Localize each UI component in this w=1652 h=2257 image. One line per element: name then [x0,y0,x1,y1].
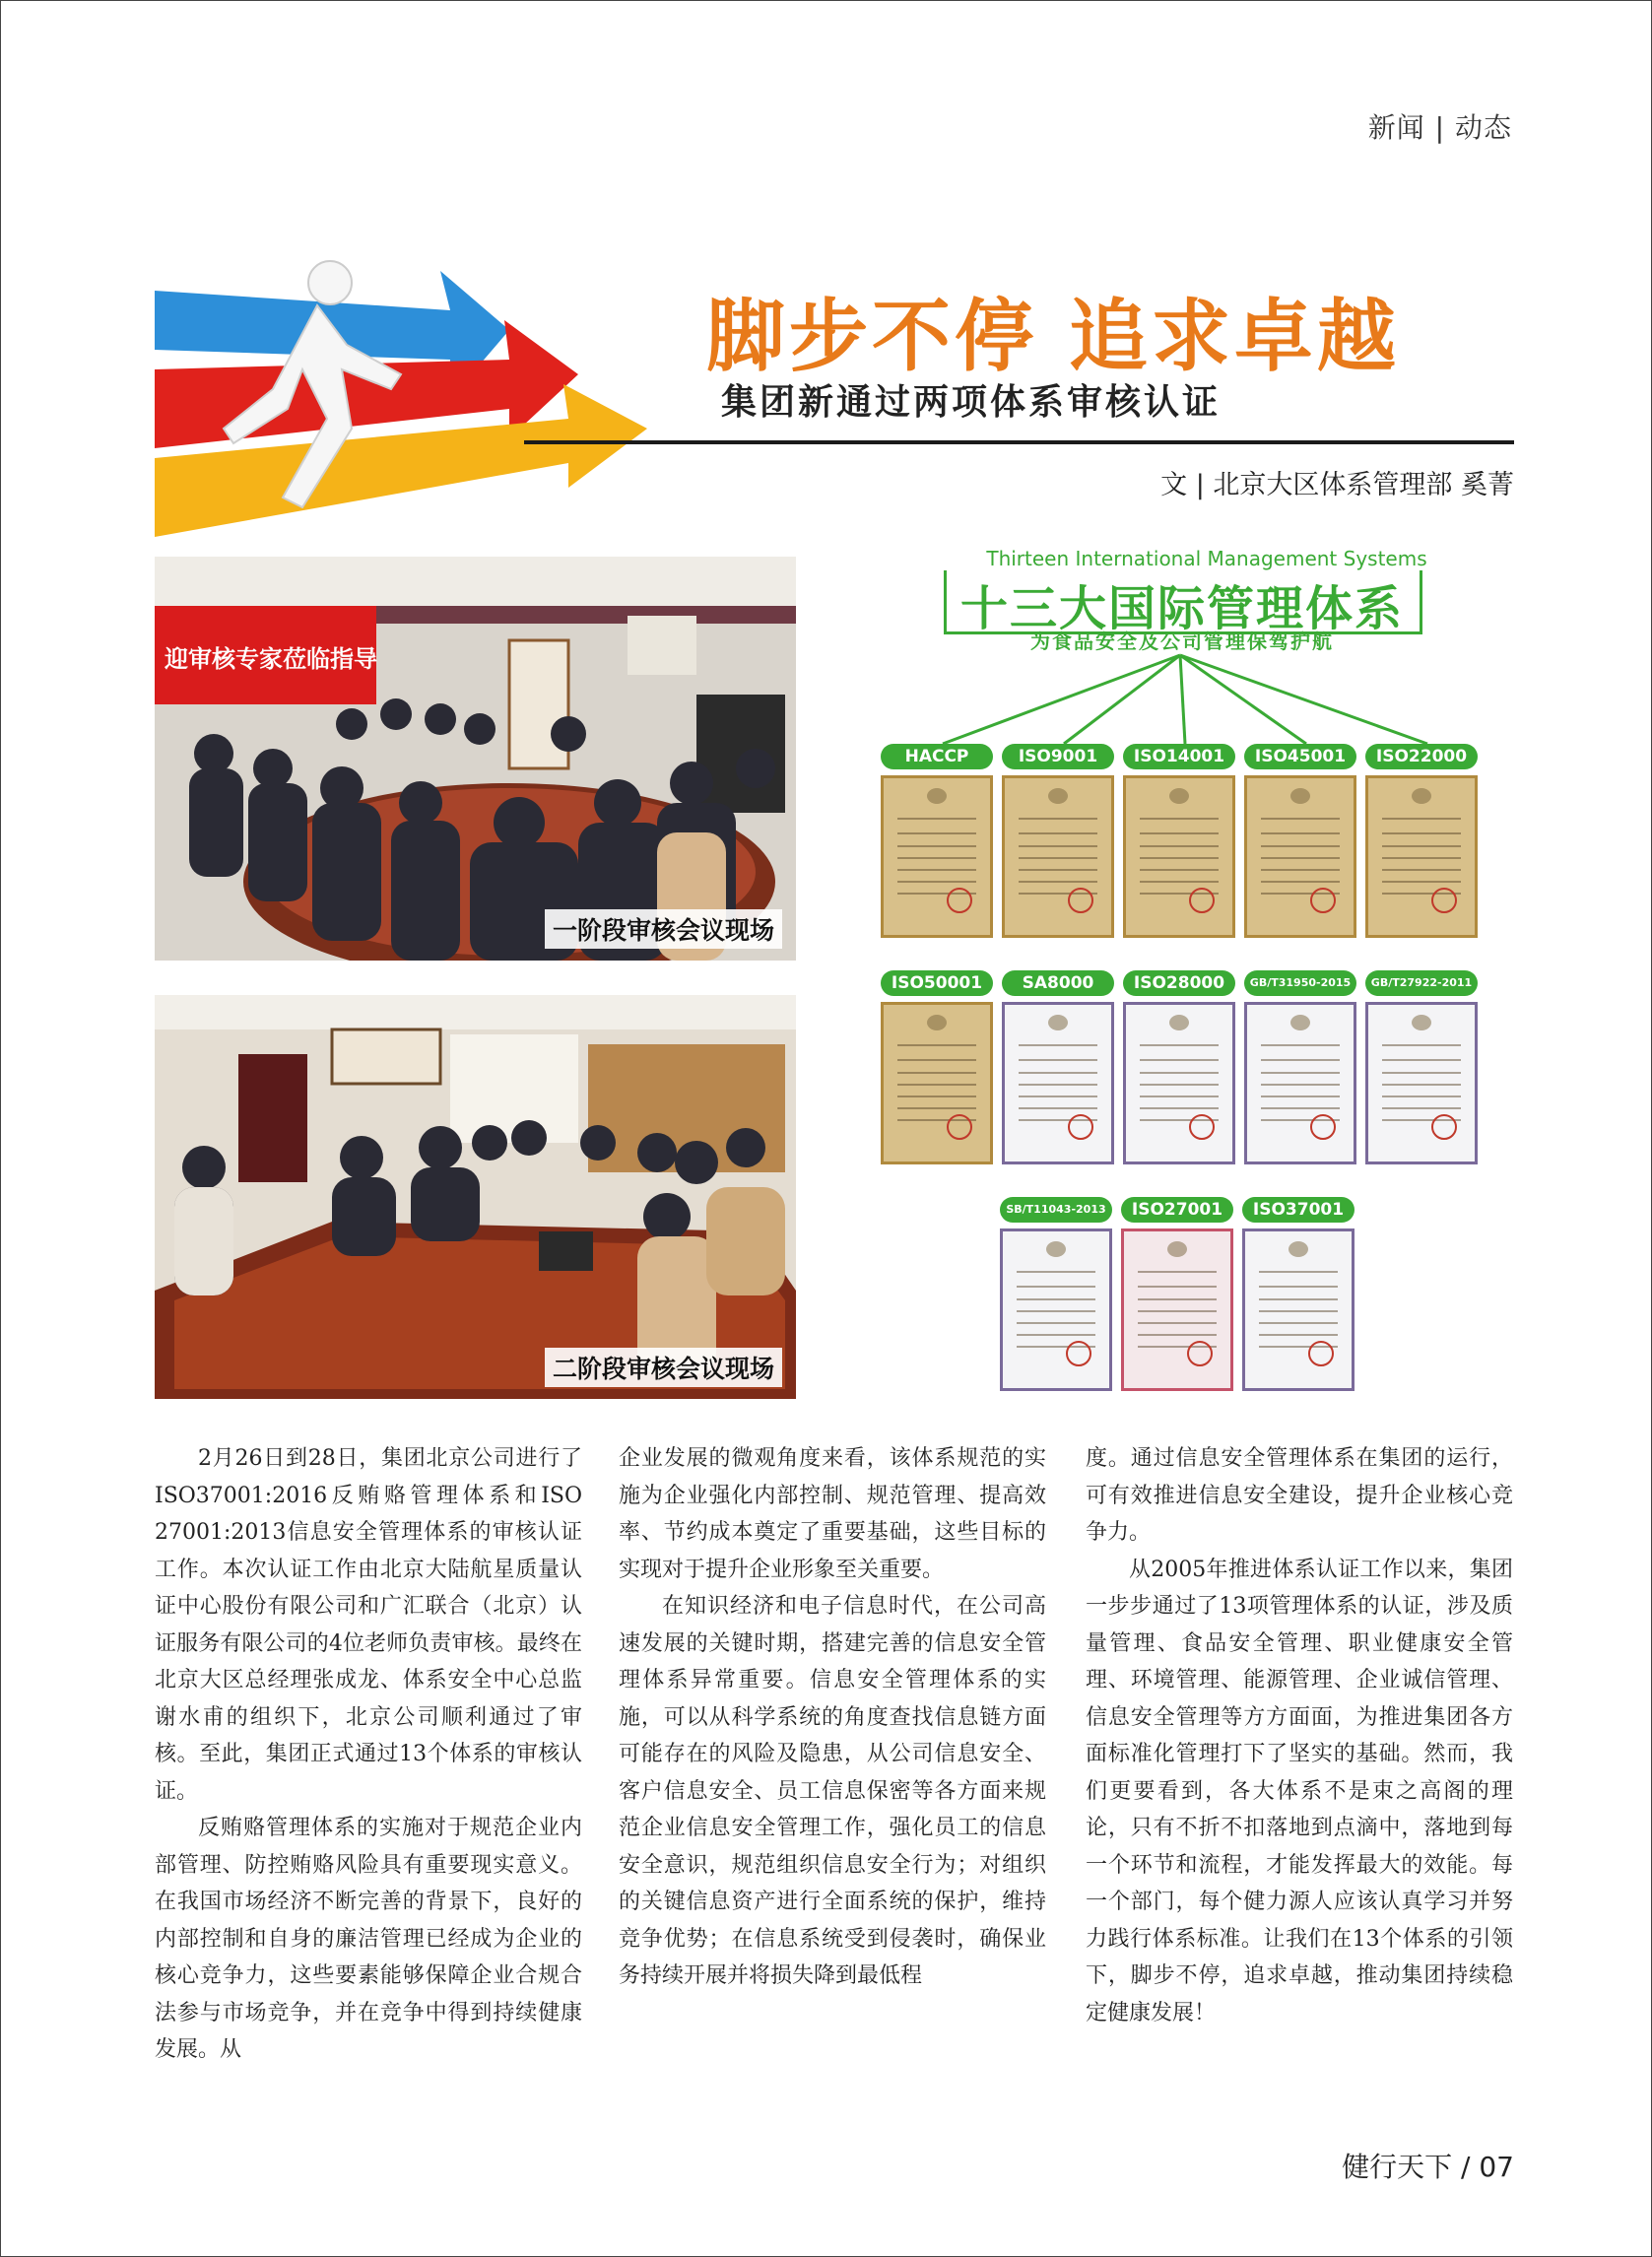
certificate-text-line [1019,869,1097,871]
paragraph: 反贿赂管理体系的实施对于规范企业内部管理、防控贿赂风险具有重要现实意义。在我国市场经济不断完善的背景下，良好的内部控制和自身的廉洁管理已经成为企业的核心竞争力，这些要素能够保障企业合规合法参与市场竞争，并在竞争中得到持续健康发展。从 [155,1816,582,2062]
certificate-iso50001 [881,970,993,1164]
certificate-text-line [1382,1095,1461,1097]
certificate-text-line [897,857,976,859]
certificate-text-line [1017,1322,1095,1324]
certificate-text-line [1019,881,1097,883]
certificate-text-line [1019,845,1097,847]
certificate-text-line [1017,1286,1095,1288]
certificate-label: SB/T11043-2013 [1000,1197,1112,1223]
certificate-text-line [1382,845,1461,847]
certificate-sa8000 [1002,970,1114,1164]
certificate-document [1002,775,1114,938]
certificate-text-line [1261,1107,1340,1109]
certificate-text-line [897,1084,976,1086]
certificate-text-line [1261,869,1340,871]
certificate-label: ISO28000 [1123,970,1235,996]
certificate-emblem-icon [1412,788,1431,804]
certificate-emblem-icon [1169,1015,1189,1030]
certificate-text-line [1259,1310,1338,1312]
paragraph: 度。通过信息安全管理体系在集团的运行，可有效推进信息安全建设，提升企业核心竞争力。 [1086,1446,1513,1545]
meeting-photo-illustration [155,557,796,961]
running-man-arrows-graphic [155,251,667,537]
certificate-seal-icon [947,888,972,913]
certificate-iso37001 [1242,1197,1355,1391]
certificate-text-line [1259,1322,1338,1324]
certificate-text-line [1140,1059,1219,1061]
certificate-seal-icon [1431,888,1457,913]
certificate-text-line [1140,832,1219,834]
certificate-iso28000 [1123,970,1235,1164]
certificate-text-line [897,1107,976,1109]
certificate-text-line [1017,1334,1095,1336]
certificate-document [1244,1002,1356,1164]
certificate-text-line [1140,818,1219,820]
certificate-label: ISO27001 [1121,1197,1233,1223]
article-subtitle: 集团新通过两项体系审核认证 [721,382,1222,423]
certificate-text-line [897,1044,976,1046]
certificate-text-line [1261,1059,1340,1061]
certificate-text-line [1019,818,1097,820]
certificate-text-line [1140,1084,1219,1086]
certificate-text-line [1382,857,1461,859]
certificate-emblem-icon [1290,788,1310,804]
paragraph: 企业发展的微观角度来看，该体系规范的实施为企业强化内部控制、规范管理、提高效率、节约成本奠定了重要基础，这些目标的实现对于提升企业形象至关重要。 [619,1446,1046,1582]
certificate-seal-icon [1310,1114,1336,1140]
certificate-iso45001 [1244,744,1356,938]
certificate-text-line [1138,1322,1217,1324]
certificate-text-line [1138,1286,1217,1288]
certificate-document [1123,1002,1235,1164]
certificate-label: HACCP [881,744,993,769]
certificate-iso27001 [1121,1197,1233,1391]
certificate-seal-icon [1310,888,1336,913]
certificate-text-line [897,818,976,820]
certificate-gb-t27922-2011 [1365,970,1478,1164]
systems-subtitle: 为食品安全及公司管理保驾护航 [1030,630,1334,653]
certificate-text-line [1140,857,1219,859]
certificate-text-line [1382,881,1461,883]
certificate-text-line [1019,1044,1097,1046]
certificate-text-line [1140,1095,1219,1097]
article-column-3 [1086,1440,1513,2031]
certificate-text-line [1261,857,1340,859]
certificate-text-line [1382,1107,1461,1109]
management-systems-infographic [877,547,1487,1404]
certificate-seal-icon [1068,1114,1093,1140]
certificate-seal-icon [947,1114,972,1140]
certificate-text-line [1019,1107,1097,1109]
certificate-text-line [1140,1107,1219,1109]
article-column-2 [619,1440,1046,1995]
certificate-text-line [1382,1072,1461,1074]
certificate-emblem-icon [1290,1015,1310,1030]
meeting-photo-illustration [155,995,796,1399]
certificate-emblem-icon [927,1015,947,1030]
photo-caption: 一阶段审核会议现场 [545,909,782,949]
certificate-label: SA8000 [1002,970,1114,996]
certificate-text-line [1019,857,1097,859]
certificate-document [1244,775,1356,938]
certificate-text-line [1382,1044,1461,1046]
certificate-text-line [897,845,976,847]
certificate-label: GB/T31950-2015 [1244,970,1356,996]
certificate-seal-icon [1068,888,1093,913]
certificate-text-line [1382,832,1461,834]
certificate-iso22000 [1365,744,1478,938]
certificate-label: ISO22000 [1365,744,1478,769]
certificate-text-line [1261,845,1340,847]
paragraph: 2月26日到28日，集团北京公司进行了ISO37001:2016反贿赂管理体系和ISO 27001:2013信息安全管理体系的审核认证工作。本次认证工作由北京大陆航星质量认证中心股份有限公司和广汇联合（北京）认证服务有限公司的4位老师负责审核。最终在北京大区总经理张成龙、体系安全中心总监谢水甫的组织下，北京公司顺利通过了审核。至此，集团正式通过13个体系的审核认证。 [155,1446,582,1804]
certificate-text-line [1019,1072,1097,1074]
certificate-seal-icon [1431,1114,1457,1140]
certificate-label: ISO37001 [1242,1197,1355,1223]
certificate-seal-icon [1189,888,1215,913]
certificate-gb-t31950-2015 [1244,970,1356,1164]
certificate-seal-icon [1308,1341,1334,1366]
certificate-text-line [1259,1334,1338,1336]
certificate-text-line [1382,1059,1461,1061]
certificate-label: ISO14001 [1123,744,1235,769]
certificate-label: ISO50001 [881,970,993,996]
certificate-text-line [1017,1298,1095,1300]
certificate-emblem-icon [1046,1241,1066,1257]
certificate-text-line [1259,1286,1338,1288]
certificate-text-line [1261,818,1340,820]
certificate-text-line [1138,1298,1217,1300]
certificate-text-line [1019,1084,1097,1086]
certificate-seal-icon [1066,1341,1091,1366]
certificate-text-line [1382,818,1461,820]
certificate-seal-icon [1189,1114,1215,1140]
certificate-document [1242,1228,1355,1391]
certificate-text-line [1019,1095,1097,1097]
certificate-label: GB/T27922-2011 [1365,970,1478,996]
certificate-text-line [1019,832,1097,834]
paragraph: 在知识经济和电子信息时代，在公司高速发展的关键时期，搭建完善的信息安全管理体系异常重要。信息安全管理体系的实施，可以从科学系统的角度查找信息链方面可能存在的风险及隐患，从公司信息安全、客户信息安全、员工信息保密等各方面来规范企业信息安全管理工作，强化员工的信息安全意识，规范组织信息安全行为；对组织的关键信息资产进行全面系统的保护，维持竞争优势；在信息系统受到侵袭时，确保业务持续开展并将损失降到最低程 [619,1594,1046,1988]
certificate-emblem-icon [1289,1241,1308,1257]
certificate-sb-t11043-2013 [1000,1197,1112,1391]
certificate-text-line [1261,1044,1340,1046]
certificate-text-line [1138,1271,1217,1273]
certificate-document [1123,775,1235,938]
certificate-emblem-icon [927,788,947,804]
byline: 文 | 北京大区体系管理部 奚菁 [1160,470,1514,500]
certificate-text-line [1259,1298,1338,1300]
certificate-document [881,1002,993,1164]
certificate-document [881,775,993,938]
certificate-document [1002,1002,1114,1164]
photo-caption: 二阶段审核会议现场 [545,1348,782,1387]
certificate-document [1365,775,1478,938]
certificate-text-line [1382,1084,1461,1086]
paragraph: 从2005年推进体系认证工作以来，集团一步步通过了13项管理体系的认证，涉及质量管理、食品安全管理、职业健康安全管理、环境管理、能源管理、企业诚信管理、信息安全管理等方方面面，为推进集团各方面标准化管理打下了坚实的基础。然而，我们更要看到，各大体系不是束之高阁的理论，只有不折不扣落地到点滴中，落地到每一个环节和流程，才能发挥最大的效能。每一个部门，每个健力源人应该认真学习并努力践行体系标准。让我们在13个体系的引领下，脚步不停，追求卓越，推动集团持续稳定健康发展！ [1086,1557,1513,2025]
certificate-text-line [1261,1084,1340,1086]
certificate-text-line [1382,869,1461,871]
certificate-text-line [897,1072,976,1074]
certificate-text-line [897,881,976,883]
certificate-text-line [1261,832,1340,834]
certificate-iso9001 [1002,744,1114,938]
title-divider [524,440,1514,444]
certificate-text-line [1140,845,1219,847]
certificate-label: ISO9001 [1002,744,1114,769]
article-title: 脚步不停 追求卓越 [706,290,1400,382]
section-label: 新闻 | 动态 [1367,111,1512,144]
certificate-text-line [897,869,976,871]
photo-stage-one-meeting [155,557,796,961]
certificate-haccp [881,744,993,938]
systems-title-en: Thirteen International Management Systems [975,547,1438,570]
certificate-text-line [1259,1271,1338,1273]
certificate-document [1365,1002,1478,1164]
certificate-text-line [897,1095,976,1097]
article-column-1 [155,1440,582,2069]
certificate-text-line [1017,1310,1095,1312]
certificate-text-line [1019,1059,1097,1061]
photo-banner-text: 迎审核专家莅临指导 [165,645,377,673]
certificate-document [1000,1228,1112,1391]
certificate-emblem-icon [1167,1241,1187,1257]
certificate-text-line [1138,1310,1217,1312]
certificate-text-line [897,832,976,834]
certificate-iso14001 [1123,744,1235,938]
certificate-emblem-icon [1048,1015,1068,1030]
certificate-emblem-icon [1048,788,1068,804]
systems-title-zh: 十三大国际管理体系 [959,581,1404,636]
certificate-text-line [1261,881,1340,883]
certificate-text-line [1017,1271,1095,1273]
page-footer: 健行天下 / 07 [1342,2151,1514,2183]
certificate-emblem-icon [1169,788,1189,804]
certificate-text-line [1140,881,1219,883]
certificate-text-line [1138,1334,1217,1336]
certificate-label: ISO45001 [1244,744,1356,769]
certificate-emblem-icon [1412,1015,1431,1030]
title-banner [155,251,1514,547]
certificate-text-line [1140,1072,1219,1074]
certificate-text-line [1261,1095,1340,1097]
certificate-document [1121,1228,1233,1391]
certificate-seal-icon [1187,1341,1213,1366]
certificate-text-line [1140,869,1219,871]
photo-stage-two-meeting [155,995,796,1399]
certificate-text-line [1261,1072,1340,1074]
certificate-text-line [897,1059,976,1061]
certificate-text-line [1140,1044,1219,1046]
